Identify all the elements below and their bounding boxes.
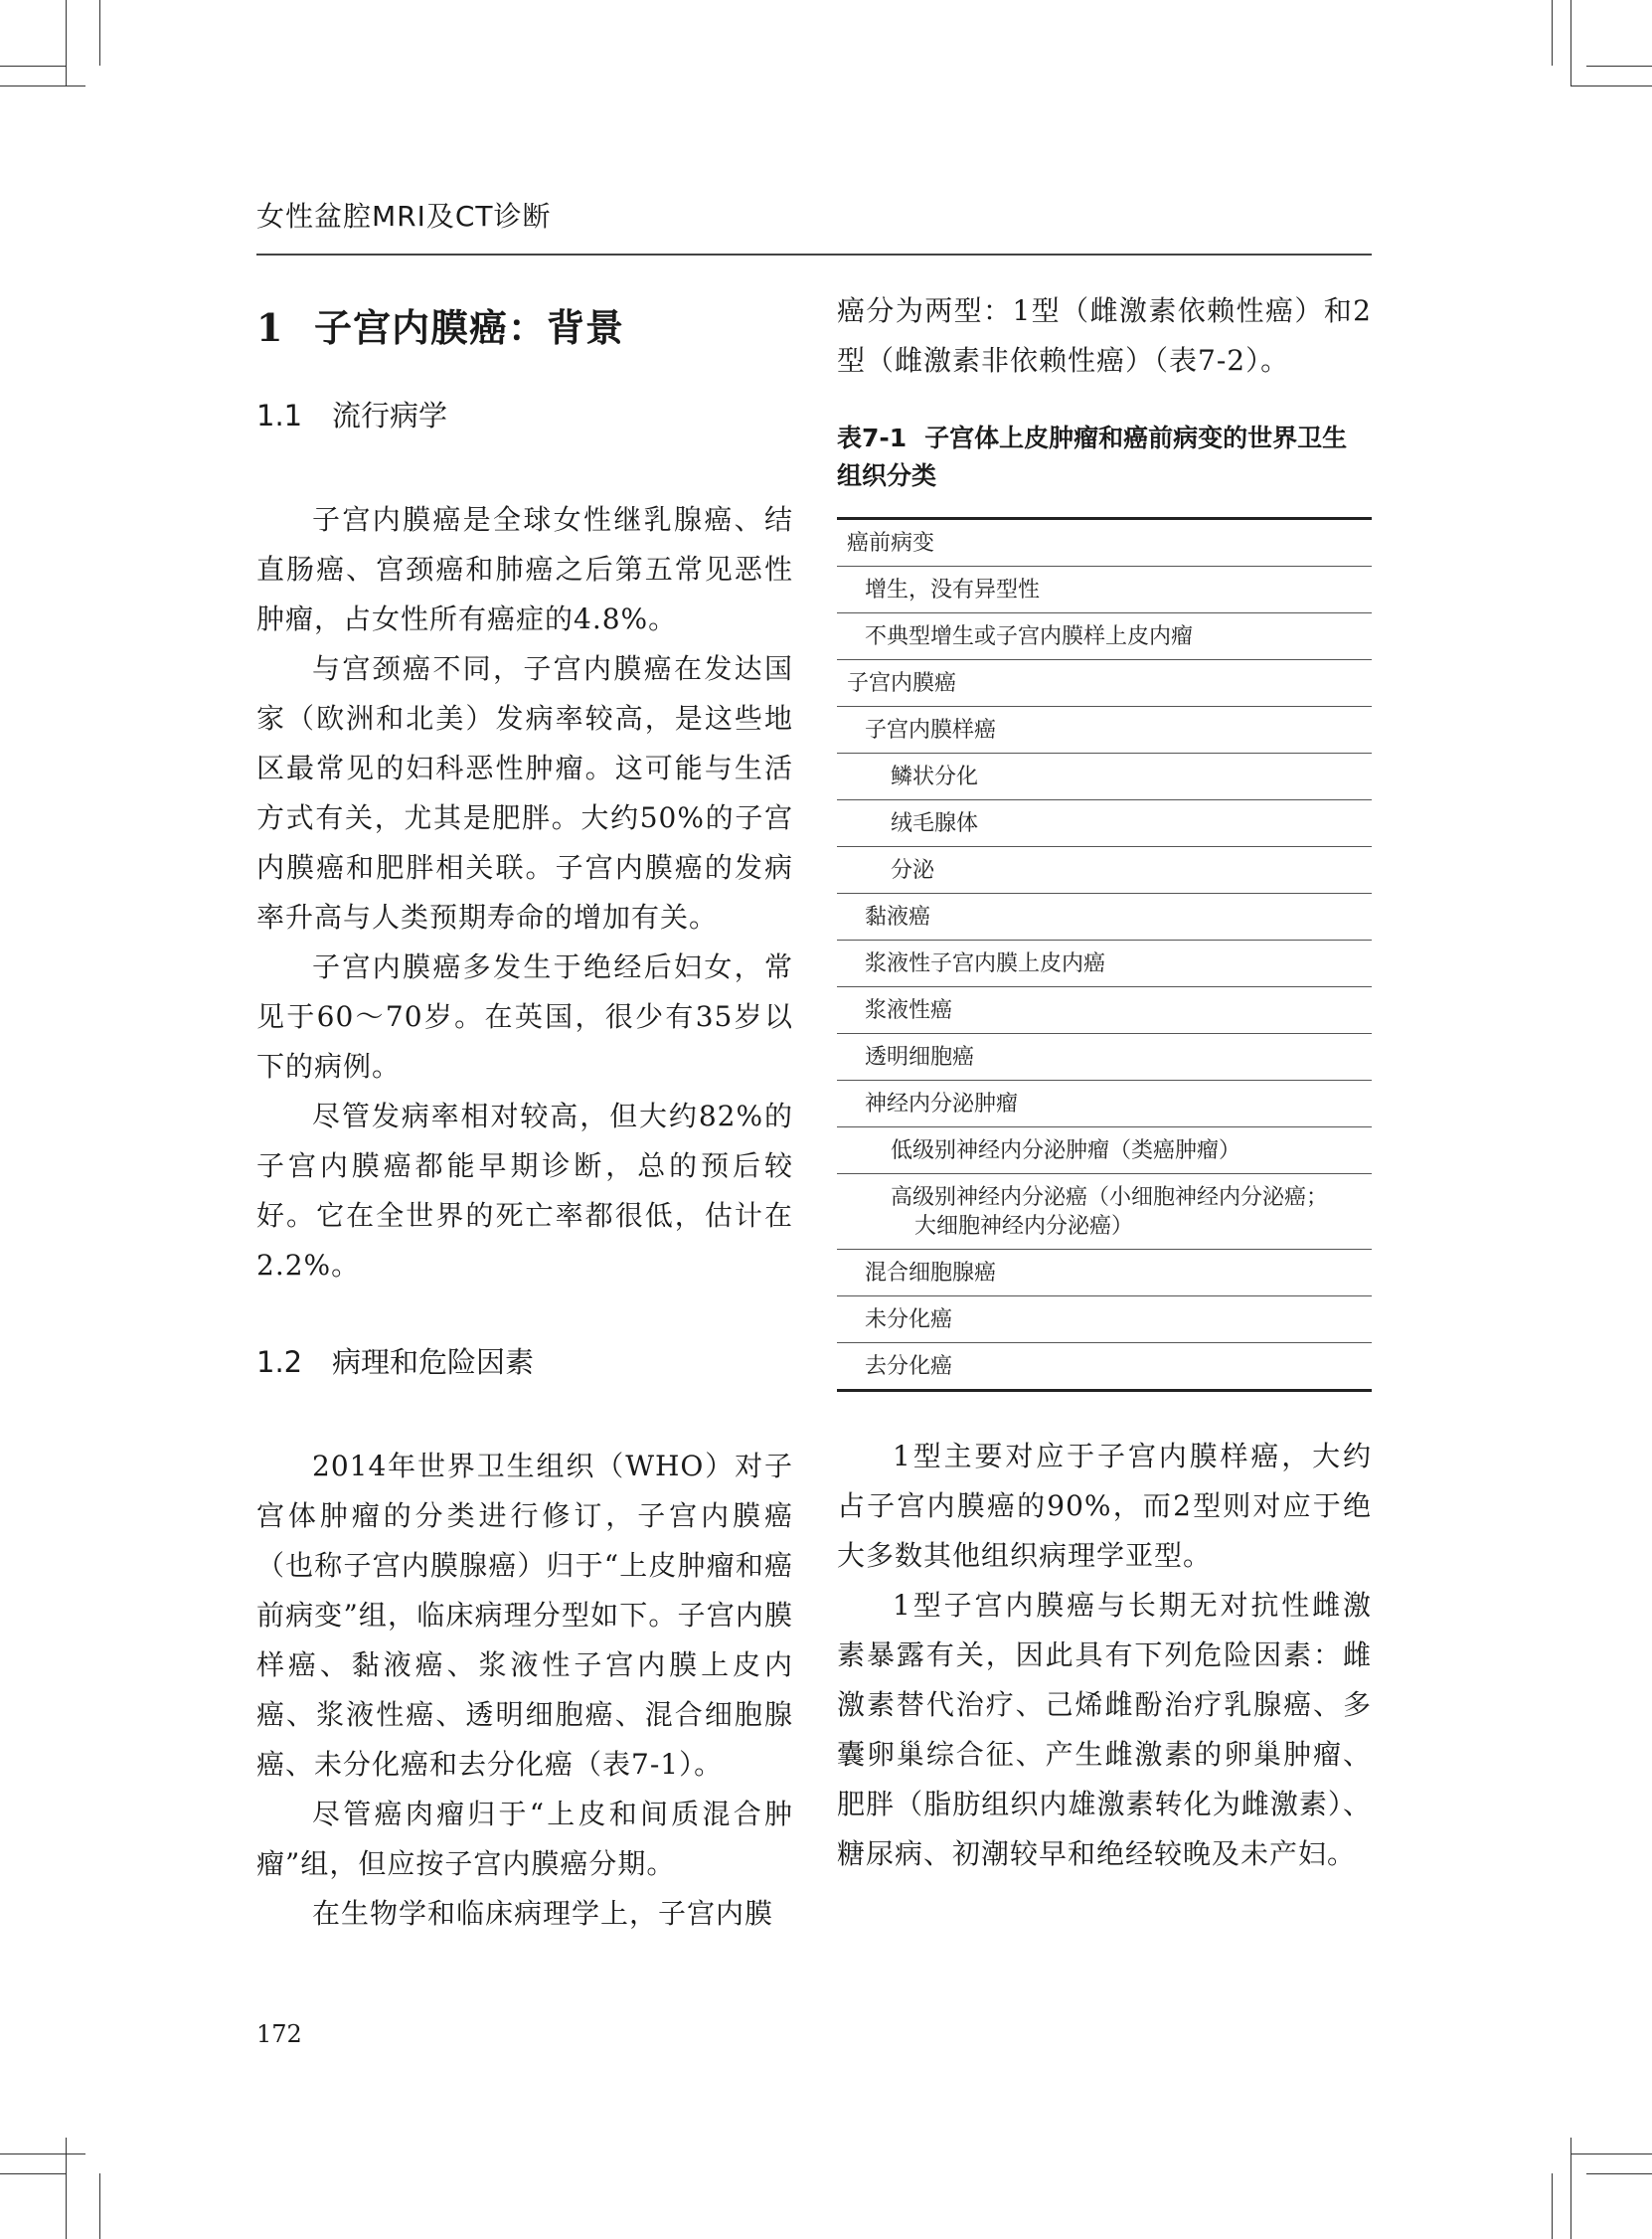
table-cell [837, 1081, 1372, 1127]
page-number: 172 [256, 2020, 302, 2048]
section-heading-pathology [256, 1342, 793, 1382]
table-row [837, 1127, 1372, 1174]
paragraph: 1型子宫内膜癌与长期无对抗性雌激素暴露有关，因此具有下列危险因素：雌激素替代治疗、己烯雌酚治疗乳腺癌、多囊卵巢综合征、产生雌激素的卵巢肿瘤、肥胖（脂肪组织内雄激素转化为雌激素）、糖尿病、初潮较早和绝经较晚及未产妇。 [837, 1589, 1372, 1870]
right-column [837, 288, 1372, 1879]
table-cell-text: 未分化癌 [865, 1307, 953, 1332]
table-row [837, 1174, 1372, 1250]
table-cell [837, 1250, 1372, 1296]
left-column [256, 288, 793, 1939]
crop-mark [1586, 66, 1652, 67]
chapter-number: 1 [256, 305, 284, 350]
table-row [837, 894, 1372, 941]
paragraph: 尽管癌肉瘤归于“上皮和间质混合肿瘤”组，但应按子宫内膜癌分期。 [256, 1798, 793, 1880]
table-cell-text: 混合细胞腺癌 [865, 1261, 997, 1286]
table-cell [837, 941, 1372, 987]
section-title: 流行病学 [332, 399, 448, 432]
table-row [837, 707, 1372, 754]
table-cell-text: 子宫内膜样癌 [865, 718, 997, 743]
table-cell-text: 分泌 [891, 858, 935, 883]
table-cell [837, 754, 1372, 800]
table-cell-text: 高级别神经内分泌癌（小细胞神经内分泌癌； [891, 1185, 1329, 1210]
table-cell-text: 黏液癌 [865, 905, 931, 930]
table-cell [837, 1127, 1372, 1174]
table-caption [837, 420, 1372, 495]
table-cell-text: 绒毛腺体 [891, 811, 979, 836]
crop-mark [66, 0, 67, 86]
table-row [837, 613, 1372, 660]
crop-mark [1570, 0, 1571, 86]
table-cell [837, 1174, 1372, 1250]
table-cell [837, 1343, 1372, 1391]
table-cell [837, 567, 1372, 613]
table-row [837, 1250, 1372, 1296]
crop-mark [1552, 0, 1553, 66]
chapter-title-text: 子宫内膜癌：背景 [314, 305, 625, 350]
crop-mark [0, 2173, 66, 2174]
table-cell [837, 1034, 1372, 1081]
crop-mark [1586, 2173, 1652, 2174]
table-row [837, 1081, 1372, 1127]
table-cell [837, 987, 1372, 1034]
table-cell-text: 神经内分泌肿瘤 [865, 1092, 1019, 1117]
table-cell [837, 660, 1372, 707]
table-cell-text: 透明细胞癌 [865, 1045, 975, 1070]
table-number: 表7-1 [837, 424, 908, 452]
table-row [837, 1296, 1372, 1343]
table-row [837, 567, 1372, 613]
crop-mark [1570, 2138, 1571, 2239]
table-cell [837, 613, 1372, 660]
table-cell-text: 癌前病变 [847, 531, 935, 556]
paragraph: 1型主要对应于子宫内膜样癌，大约占子宫内膜癌的90%，而2型则对应于绝大多数其他组织病理学亚型。 [837, 1440, 1372, 1572]
crop-mark [66, 2138, 67, 2239]
table-cell-text: 鳞状分化 [891, 765, 979, 789]
section-number: 1.1 [256, 399, 303, 432]
paragraph: 与宫颈癌不同，子宫内膜癌在发达国家（欧洲和北美）发病率较高，是这些地区最常见的妇科恶性肿瘤。这可能与生活方式有关，尤其是肥胖。大约50%的子宫内膜癌和肥胖相关联。子宫内膜癌的发病率升高与人类预期寿命的增加有关。 [256, 652, 793, 934]
crop-mark [99, 0, 100, 66]
crop-mark [0, 2153, 85, 2154]
section-title: 病理和危险因素 [332, 1345, 535, 1379]
crop-mark [99, 2173, 100, 2239]
crop-mark [1552, 2173, 1553, 2239]
crop-mark [1570, 2153, 1652, 2154]
table-row [837, 1034, 1372, 1081]
paragraph-continuation: 癌分为两型：1型（雌激素依赖性癌）和2型（雌激素非依赖性癌）（表7-2）。 [837, 294, 1372, 377]
table-cell-text: 增生，没有异型性 [865, 578, 1041, 603]
table-row [837, 847, 1372, 894]
table-row [837, 800, 1372, 847]
header-rule [256, 254, 1372, 256]
paragraph: 尽管发病率相对较高，但大约82%的子宫内膜癌都能早期诊断，总的预后较好。它在全世界的死亡率都很低，估计在2.2%。 [256, 1100, 793, 1282]
table-caption-text: 子宫体上皮肿瘤和癌前病变的世界卫生组织分类 [837, 424, 1348, 490]
table-cell-text-continuation: 大细胞神经内分泌癌） [914, 1214, 1134, 1239]
crop-mark [0, 66, 66, 67]
paragraph: 在生物学和临床病理学上，子宫内膜 [312, 1897, 774, 1930]
table-cell [837, 1296, 1372, 1343]
table-row [837, 754, 1372, 800]
table-cell [837, 519, 1372, 567]
table-row [837, 941, 1372, 987]
table-cell-text: 去分化癌 [865, 1354, 953, 1379]
section-heading-epidemiology [256, 396, 793, 435]
paragraph: 子宫内膜癌是全球女性继乳腺癌、结直肠癌、宫颈癌和肺癌之后第五常见恶性肿瘤，占女性所有癌症的4.8%。 [256, 503, 793, 635]
table-cell [837, 707, 1372, 754]
table-cell-text: 浆液性癌 [865, 998, 953, 1023]
table-row [837, 660, 1372, 707]
table-row [837, 519, 1372, 567]
section-number: 1.2 [256, 1345, 303, 1379]
table-cell [837, 800, 1372, 847]
table-cell-text: 不典型增生或子宫内膜样上皮内瘤 [865, 624, 1194, 649]
table-cell-text: 浆液性子宫内膜上皮内癌 [865, 951, 1106, 976]
table-cell-text: 低级别神经内分泌肿瘤（类癌肿瘤） [891, 1138, 1241, 1163]
paragraph: 2014年世界卫生组织（WHO）对子宫体肿瘤的分类进行修订，子宫内膜癌（也称子宫内膜腺癌）归于“上皮肿瘤和癌前病变”组，临床病理分型如下。子宫内膜样癌、黏液癌、浆液性子宫内膜上皮内癌、浆液性癌、透明细胞癌、混合细胞腺癌、未分化癌和去分化癌（表7-1）。 [256, 1450, 793, 1781]
classification-table [837, 517, 1372, 1392]
table-cell [837, 847, 1372, 894]
running-header: 女性盆腔MRI及CT诊断 [256, 200, 552, 233]
table-row [837, 987, 1372, 1034]
chapter-title [256, 296, 793, 360]
table-cell-text: 子宫内膜癌 [847, 671, 957, 696]
table-cell [837, 894, 1372, 941]
paragraph: 子宫内膜癌多发生于绝经后妇女，常见于60～70岁。在英国，很少有35岁以下的病例。 [256, 950, 793, 1083]
table-row [837, 1343, 1372, 1391]
